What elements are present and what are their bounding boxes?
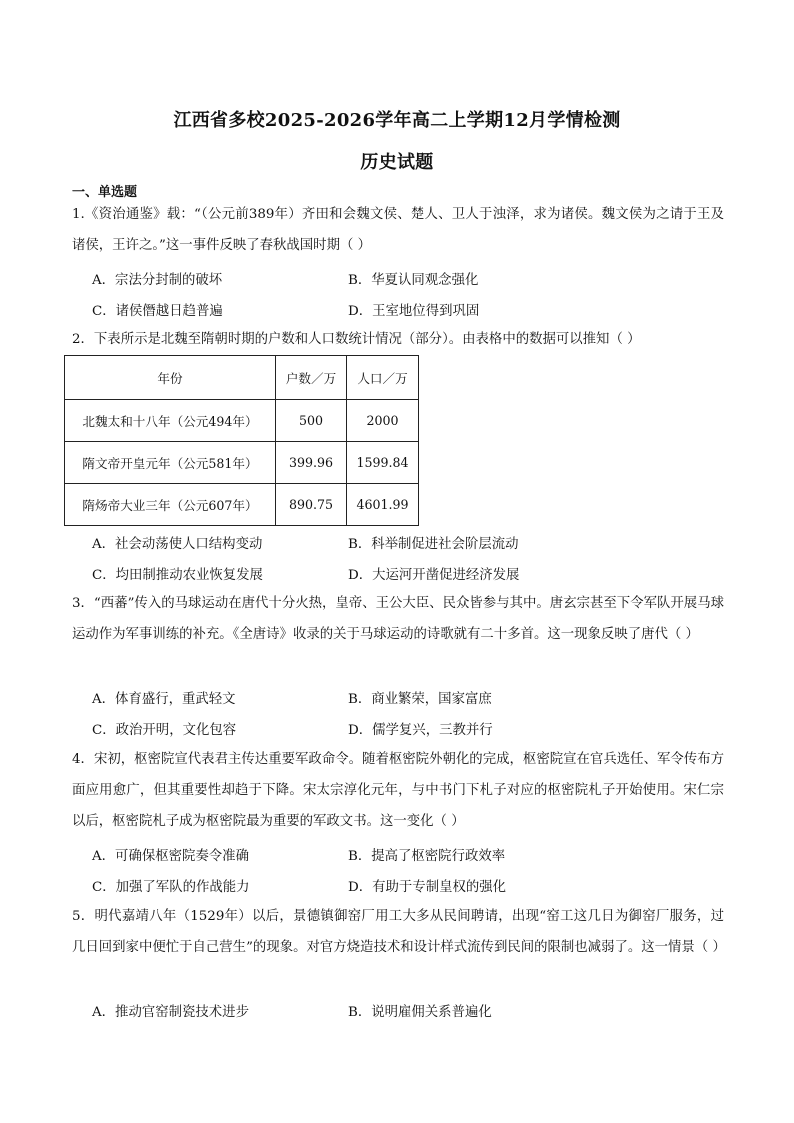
option-a: A．体育盛行，重武轻文 <box>92 692 236 707</box>
table-cell: 北魏太和十八年（公元494年） <box>65 400 276 442</box>
option-d: D．有助于专制皇权的强化 <box>348 880 507 895</box>
option-b: B．华夏认同观念强化 <box>348 273 479 288</box>
option-b: B．科举制促进社会阶层流动 <box>348 537 519 552</box>
question-5-stem: 5．明代嘉靖八年（1529年）以后，景德镇御窑厂用工大多从民间聘请，出现“窑工这几日为御窑厂服务，过几日回到家中便忙于自己营生”的现象。对官方烧造技术和设计样式流传到民间的限制也减弱了。这一情景（ ） <box>72 909 726 955</box>
table-cell: 2000 <box>347 400 419 442</box>
section-heading: 一、单选题 <box>72 185 138 200</box>
option-d: D．儒学复兴，三教并行 <box>348 723 493 738</box>
table-header-row <box>65 356 419 400</box>
option-a: A．推动官窑制瓷技术进步 <box>92 1005 249 1020</box>
table-cell: 1599.84 <box>347 442 419 484</box>
table-header-cell: 户数／万 <box>276 356 347 400</box>
table-cell: 890.75 <box>276 484 347 526</box>
table-cell: 隋炀帝大业三年（公元607年） <box>65 484 276 526</box>
table-cell: 500 <box>276 400 347 442</box>
exam-subtitle: 历史试题 <box>360 152 434 173</box>
option-c: C．政治开明，文化包容 <box>92 723 237 738</box>
question-3-stem: 3．“西蕃”传入的马球运动在唐代十分火热，皇帝、王公大臣、民众皆参与其中。唐玄宗甚至下令军队开展马球运动作为军事训练的补充。《全唐诗》收录的关于马球运动的诗歌就有二十多首。这一现象反映了唐代（ ） <box>72 596 724 642</box>
option-c: C．加强了军队的作战能力 <box>92 880 250 895</box>
table-row <box>65 400 419 442</box>
option-c: C．均田制推动农业恢复发展 <box>92 568 263 583</box>
option-b: B．商业繁荣，国家富庶 <box>348 692 492 707</box>
exam-title: 江西省多校2025-2026学年高二上学期12月学情检测 <box>173 110 621 131</box>
population-table <box>64 355 419 526</box>
table-cell: 隋文帝开皇元年（公元581年） <box>65 442 276 484</box>
question-1-stem: 1.《资治通鉴》载：“（公元前389年）齐田和会魏文侯、楚人、卫人于浊泽，求为诸侯。魏文侯为之请于王及诸侯，王许之。”这一事件反映了春秋战国时期（ ） <box>72 207 724 253</box>
option-a: A．可确保枢密院奏令准确 <box>92 849 249 864</box>
option-c: C．诸侯僭越日趋普遍 <box>92 304 223 319</box>
table-header-cell: 人口／万 <box>347 356 419 400</box>
table-row <box>65 484 419 526</box>
option-d: D．王室地位得到巩固 <box>348 304 480 319</box>
table-cell: 399.96 <box>276 442 347 484</box>
option-b: B．说明雇佣关系普遍化 <box>348 1005 492 1020</box>
question-2-stem: 2．下表所示是北魏至隋朝时期的户数和人口数统计情况（部分）。由表格中的数据可以推知（ ） <box>72 332 641 347</box>
question-4-stem: 4．宋初，枢密院宣代表君主传达重要军政命令。随着枢密院外朝化的完成，枢密院宣在官兵选任、军令传布方面应用愈广，但其重要性却趋于下降。宋太宗淳化元年，与中书门下札子对应的枢密院札子开始使用。宋仁宗以后，枢密院札子成为枢密院最为重要的军政文书。这一变化（ ） <box>72 752 724 829</box>
option-a: A．社会动荡使人口结构变动 <box>92 537 263 552</box>
option-a: A．宗法分封制的破坏 <box>92 273 223 288</box>
table-row <box>65 442 419 484</box>
option-d: D．大运河开凿促进经济发展 <box>348 568 520 583</box>
option-b: B．提高了枢密院行政效率 <box>348 849 506 864</box>
table-cell: 4601.99 <box>347 484 419 526</box>
table-header-cell: 年份 <box>65 356 276 400</box>
